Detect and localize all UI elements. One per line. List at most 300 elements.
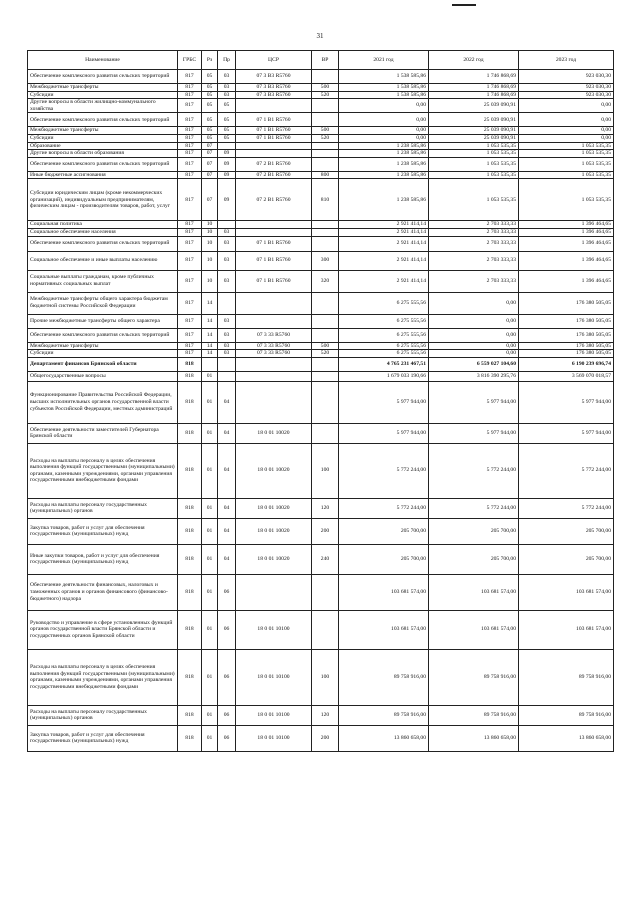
cell-2023: 176 380 505,05 — [519, 342, 614, 350]
table-row — [28, 84, 614, 92]
cell-pr — [218, 292, 236, 314]
cell-2021: 103 681 574,00 — [339, 574, 429, 610]
cell-2021: 205 700,00 — [339, 518, 429, 544]
cell-vr: 520 — [312, 350, 339, 358]
cell-2023: 1 053 535,35 — [519, 150, 614, 158]
cell-csr: 07 2 В1 R5760 — [236, 171, 312, 179]
cell-2021: 2 921 414,14 — [339, 251, 429, 270]
cell-2021: 6 275 555,56 — [339, 328, 429, 342]
cell-name: Департамент финансов Брянской области — [28, 357, 178, 371]
cell-vr: 200 — [312, 518, 339, 544]
cell-rz — [202, 357, 218, 371]
cell-2021: 1 238 585,86 — [339, 142, 429, 150]
cell-2021: 89 758 916,00 — [339, 705, 429, 725]
cell-2022: 0,00 — [429, 342, 519, 350]
cell-grbs: 817 — [178, 99, 202, 113]
cell-pr: 03 — [218, 328, 236, 342]
cell-name: Расходы на выплаты персоналу в целях обеспечения выполнения функций государственными (муниципальными) органами, казенными учреждениями, органами управления государственными внебюджетными фондами — [28, 649, 178, 705]
cell-2021: 13 860 658,00 — [339, 725, 429, 751]
cell-vr — [312, 70, 339, 84]
cell-2023: 176 380 505,05 — [519, 292, 614, 314]
header-2021: 2021 год — [339, 51, 429, 70]
cell-name: Расходы на выплаты персоналу государственных (муниципальных) органов — [28, 705, 178, 725]
cell-grbs: 817 — [178, 142, 202, 150]
cell-grbs: 817 — [178, 270, 202, 292]
cell-csr — [236, 228, 312, 236]
cell-2023: 923 030,30 — [519, 70, 614, 84]
table-row — [28, 725, 614, 751]
cell-csr — [236, 150, 312, 158]
cell-name: Субсидии юридическим лицам (кроме некоммерческих организаций), индивидуальным предпринимателям, физическим лицам - производителям товаров, работ, услуг — [28, 179, 178, 221]
cell-pr: 06 — [218, 649, 236, 705]
table-row — [28, 342, 614, 350]
cell-vr — [312, 228, 339, 236]
cell-rz: 07 — [202, 179, 218, 221]
cell-2023: 89 758 916,00 — [519, 649, 614, 705]
cell-csr: 18 0 01 10020 — [236, 498, 312, 518]
cell-2022: 1 053 535,35 — [429, 142, 519, 150]
table-row — [28, 498, 614, 518]
header-rz: Рз — [202, 51, 218, 70]
cell-2021: 0,00 — [339, 134, 429, 142]
cell-name: Социальная политика — [28, 221, 178, 229]
cell-name: Обеспечение комплексного развития сельских территорий — [28, 113, 178, 127]
cell-2021: 103 681 574,00 — [339, 610, 429, 649]
cell-csr: 18 0 01 10020 — [236, 544, 312, 574]
cell-name: Расходы на выплаты персоналу в целях обеспечения выполнения функций государственными (муниципальными) органами, казенными учреждениями, органами управления государственными внебюджетными фондами — [28, 443, 178, 498]
cell-2023: 205 700,00 — [519, 544, 614, 574]
cell-csr — [236, 142, 312, 150]
cell-name: Субсидии — [28, 91, 178, 99]
cell-2021: 1 238 585,86 — [339, 150, 429, 158]
table-row — [28, 251, 614, 270]
cell-pr: 04 — [218, 498, 236, 518]
cell-pr: 03 — [218, 251, 236, 270]
cell-2023: 176 380 505,05 — [519, 328, 614, 342]
table-row — [28, 350, 614, 358]
table-row — [28, 314, 614, 328]
cell-grbs: 817 — [178, 314, 202, 328]
cell-vr — [312, 142, 339, 150]
table-body — [28, 70, 614, 752]
cell-pr: 09 — [218, 157, 236, 171]
cell-2022: 5 977 944,00 — [429, 423, 519, 443]
cell-pr — [218, 371, 236, 381]
cell-2021: 205 700,00 — [339, 544, 429, 574]
cell-2022: 5 772 244,00 — [429, 498, 519, 518]
table-row — [28, 371, 614, 381]
cell-name: Социальные выплаты гражданам, кроме публичных нормативных социальных выплат — [28, 270, 178, 292]
cell-2023: 176 380 505,05 — [519, 314, 614, 328]
cell-2021: 1 538 585,86 — [339, 84, 429, 92]
cell-2023: 5 772 244,00 — [519, 443, 614, 498]
cell-2023: 1 396 464,65 — [519, 251, 614, 270]
cell-name: Прочие межбюджетные трансферты общего характера — [28, 314, 178, 328]
cell-rz: 10 — [202, 236, 218, 251]
cell-rz: 05 — [202, 113, 218, 127]
cell-2023: 103 681 574,00 — [519, 574, 614, 610]
cell-2022: 25 039 090,91 — [429, 99, 519, 113]
cell-2022: 5 977 944,00 — [429, 381, 519, 423]
cell-2023: 1 396 464,65 — [519, 236, 614, 251]
cell-grbs: 817 — [178, 221, 202, 229]
cell-2022: 2 703 333,33 — [429, 228, 519, 236]
cell-2021: 6 275 555,56 — [339, 342, 429, 350]
cell-2023: 6 190 239 696,74 — [519, 357, 614, 371]
table-row — [28, 91, 614, 99]
cell-2022: 25 039 090,91 — [429, 134, 519, 142]
cell-2022: 205 700,00 — [429, 518, 519, 544]
table-row — [28, 113, 614, 127]
cell-rz: 10 — [202, 270, 218, 292]
cell-2022: 25 039 090,91 — [429, 127, 519, 135]
cell-rz: 05 — [202, 70, 218, 84]
cell-vr: 500 — [312, 342, 339, 350]
cell-grbs: 817 — [178, 251, 202, 270]
table-row — [28, 134, 614, 142]
cell-vr — [312, 157, 339, 171]
cell-2022: 2 703 333,33 — [429, 221, 519, 229]
table-row — [28, 142, 614, 150]
table-row — [28, 328, 614, 342]
table-row — [28, 70, 614, 84]
cell-rz: 01 — [202, 610, 218, 649]
cell-name: Обеспечение комплексного развития сельских территорий — [28, 236, 178, 251]
cell-2021: 5 977 944,00 — [339, 423, 429, 443]
cell-2023: 923 030,30 — [519, 91, 614, 99]
cell-csr — [236, 314, 312, 328]
cell-rz: 10 — [202, 251, 218, 270]
cell-grbs: 818 — [178, 423, 202, 443]
cell-2021: 2 921 414,14 — [339, 270, 429, 292]
cell-grbs: 818 — [178, 649, 202, 705]
cell-2021: 2 921 414,14 — [339, 221, 429, 229]
cell-csr: 18 0 01 10020 — [236, 443, 312, 498]
table-row — [28, 292, 614, 314]
table-row — [28, 381, 614, 423]
cell-csr: 07 1 В1 R5760 — [236, 134, 312, 142]
cell-2022: 1 053 535,35 — [429, 150, 519, 158]
cell-2023: 1 396 464,65 — [519, 221, 614, 229]
cell-csr: 18 0 01 10020 — [236, 423, 312, 443]
cell-2022: 1 746 868,69 — [429, 84, 519, 92]
cell-2021: 2 921 414,14 — [339, 228, 429, 236]
cell-2021: 1 538 585,86 — [339, 70, 429, 84]
cell-name: Иные бюджетные ассигнования — [28, 171, 178, 179]
cell-2022: 103 681 574,00 — [429, 574, 519, 610]
cell-2022: 1 746 868,69 — [429, 70, 519, 84]
cell-2022: 0,00 — [429, 328, 519, 342]
top-edge-mark — [452, 4, 476, 6]
cell-2023: 103 681 574,00 — [519, 610, 614, 649]
cell-pr: 03 — [218, 342, 236, 350]
header-2022: 2022 год — [429, 51, 519, 70]
cell-name: Субсидии — [28, 350, 178, 358]
cell-name: Межбюджетные трансферты — [28, 342, 178, 350]
cell-2023: 205 700,00 — [519, 518, 614, 544]
cell-grbs: 817 — [178, 157, 202, 171]
cell-vr: 800 — [312, 171, 339, 179]
cell-rz: 07 — [202, 157, 218, 171]
cell-pr: 03 — [218, 228, 236, 236]
table-row — [28, 171, 614, 179]
cell-csr: 07 3 33 R5760 — [236, 350, 312, 358]
cell-name: Обеспечение комплексного развития сельских территорий — [28, 157, 178, 171]
cell-pr: 06 — [218, 610, 236, 649]
cell-2022: 2 703 333,33 — [429, 251, 519, 270]
cell-rz: 14 — [202, 342, 218, 350]
cell-2023: 1 053 535,35 — [519, 179, 614, 221]
cell-2021: 1 238 585,86 — [339, 179, 429, 221]
cell-vr — [312, 574, 339, 610]
table-row — [28, 157, 614, 171]
cell-name: Социальное обеспечение населения — [28, 228, 178, 236]
cell-csr: 07 1 В1 R5760 — [236, 127, 312, 135]
cell-vr: 810 — [312, 179, 339, 221]
cell-csr: 18 0 01 10100 — [236, 725, 312, 751]
table-row — [28, 649, 614, 705]
cell-csr: 07 1 В1 R5760 — [236, 251, 312, 270]
cell-vr: 520 — [312, 134, 339, 142]
cell-rz: 07 — [202, 150, 218, 158]
cell-rz: 01 — [202, 544, 218, 574]
cell-2021: 1 238 585,86 — [339, 171, 429, 179]
table-row — [28, 574, 614, 610]
cell-rz: 01 — [202, 705, 218, 725]
cell-vr: 120 — [312, 498, 339, 518]
cell-csr: 07 3 33 R5760 — [236, 342, 312, 350]
cell-2021: 5 772 244,00 — [339, 498, 429, 518]
cell-name: Обеспечение деятельности заместителей Губернатора Брянской области — [28, 423, 178, 443]
cell-grbs: 817 — [178, 84, 202, 92]
cell-name: Субсидии — [28, 134, 178, 142]
cell-grbs: 817 — [178, 236, 202, 251]
cell-pr — [218, 142, 236, 150]
cell-2022: 3 816 390 295,76 — [429, 371, 519, 381]
cell-pr: 05 — [218, 99, 236, 113]
cell-2022: 6 559 027 104,60 — [429, 357, 519, 371]
cell-2023: 1 053 535,35 — [519, 142, 614, 150]
table-row — [28, 518, 614, 544]
cell-2023: 5 772 244,00 — [519, 498, 614, 518]
cell-csr: 07 3 В3 R5760 — [236, 91, 312, 99]
table-row — [28, 544, 614, 574]
cell-2022: 13 860 658,00 — [429, 725, 519, 751]
cell-2021: 0,00 — [339, 127, 429, 135]
table-row — [28, 221, 614, 229]
cell-pr: 05 — [218, 134, 236, 142]
cell-rz: 10 — [202, 221, 218, 229]
cell-csr — [236, 574, 312, 610]
cell-2021: 5 977 944,00 — [339, 381, 429, 423]
cell-csr: 07 3 33 R5760 — [236, 328, 312, 342]
cell-vr — [312, 292, 339, 314]
cell-2022: 103 681 574,00 — [429, 610, 519, 649]
cell-name: Обеспечение деятельности финансовых, налоговых и таможенных органов и органов финансового (финансово-бюджетного) надзора — [28, 574, 178, 610]
cell-2023: 5 977 944,00 — [519, 423, 614, 443]
cell-grbs: 818 — [178, 381, 202, 423]
cell-grbs: 817 — [178, 150, 202, 158]
cell-vr: 240 — [312, 544, 339, 574]
cell-2023: 89 758 916,00 — [519, 705, 614, 725]
cell-grbs: 818 — [178, 705, 202, 725]
cell-2021: 1 538 585,86 — [339, 91, 429, 99]
cell-vr: 120 — [312, 705, 339, 725]
cell-grbs: 817 — [178, 328, 202, 342]
cell-grbs: 817 — [178, 350, 202, 358]
cell-2022: 0,00 — [429, 292, 519, 314]
cell-rz: 01 — [202, 574, 218, 610]
cell-name: Расходы на выплаты персоналу государственных (муниципальных) органов — [28, 498, 178, 518]
table-row — [28, 150, 614, 158]
cell-name: Социальное обеспечение и иные выплаты населению — [28, 251, 178, 270]
cell-name: Функционирование Правительства Российской Федерации, высших исполнительных органов государственной власти субъектов Российской Федерации, местных администраций — [28, 381, 178, 423]
cell-2022: 89 758 916,00 — [429, 705, 519, 725]
cell-vr — [312, 314, 339, 328]
cell-vr — [312, 221, 339, 229]
cell-pr: 09 — [218, 179, 236, 221]
cell-csr: 07 1 В1 R5760 — [236, 113, 312, 127]
page-number: 31 — [316, 32, 324, 40]
cell-rz: 05 — [202, 91, 218, 99]
cell-grbs: 818 — [178, 518, 202, 544]
cell-grbs: 817 — [178, 113, 202, 127]
cell-rz: 05 — [202, 84, 218, 92]
cell-pr: 06 — [218, 705, 236, 725]
cell-rz: 14 — [202, 314, 218, 328]
cell-2021: 1 679 033 190,66 — [339, 371, 429, 381]
cell-rz: 05 — [202, 134, 218, 142]
cell-rz: 14 — [202, 292, 218, 314]
cell-csr: 07 3 В3 R5760 — [236, 84, 312, 92]
cell-grbs: 818 — [178, 725, 202, 751]
cell-pr: 04 — [218, 518, 236, 544]
cell-2021: 1 238 585,86 — [339, 157, 429, 171]
cell-csr — [236, 292, 312, 314]
cell-rz: 01 — [202, 371, 218, 381]
cell-grbs: 818 — [178, 610, 202, 649]
cell-pr: 03 — [218, 314, 236, 328]
cell-pr: 09 — [218, 150, 236, 158]
cell-pr — [218, 221, 236, 229]
cell-rz: 05 — [202, 99, 218, 113]
cell-csr — [236, 381, 312, 423]
cell-pr: 03 — [218, 84, 236, 92]
cell-2021: 0,00 — [339, 113, 429, 127]
cell-pr: 05 — [218, 113, 236, 127]
cell-rz: 01 — [202, 518, 218, 544]
table-row — [28, 443, 614, 498]
cell-2023: 0,00 — [519, 99, 614, 113]
cell-csr: 07 2 В1 R5760 — [236, 179, 312, 221]
cell-rz: 07 — [202, 171, 218, 179]
cell-vr — [312, 150, 339, 158]
table-row — [28, 228, 614, 236]
budget-table — [27, 50, 614, 752]
cell-name: Межбюджетные трансферты — [28, 84, 178, 92]
cell-csr: 07 1 В1 R5760 — [236, 236, 312, 251]
cell-2022: 2 703 333,33 — [429, 270, 519, 292]
header-pr: Пр — [218, 51, 236, 70]
cell-grbs: 817 — [178, 171, 202, 179]
cell-csr: 18 0 01 10100 — [236, 610, 312, 649]
cell-pr: 04 — [218, 423, 236, 443]
cell-rz: 10 — [202, 228, 218, 236]
cell-2023: 13 860 658,00 — [519, 725, 614, 751]
table-row — [28, 270, 614, 292]
cell-grbs: 817 — [178, 91, 202, 99]
header-grbs: ГРБС — [178, 51, 202, 70]
cell-grbs: 817 — [178, 228, 202, 236]
cell-2021: 0,00 — [339, 99, 429, 113]
table-row — [28, 423, 614, 443]
cell-vr: 520 — [312, 91, 339, 99]
cell-vr: 500 — [312, 84, 339, 92]
cell-rz: 01 — [202, 443, 218, 498]
header-2023: 2023 год — [519, 51, 614, 70]
cell-rz: 05 — [202, 127, 218, 135]
cell-2021: 2 921 414,14 — [339, 236, 429, 251]
cell-name: Межбюджетные трансферты общего характера бюджетам бюджетной системы Российской Федерации — [28, 292, 178, 314]
cell-vr — [312, 423, 339, 443]
cell-2023: 0,00 — [519, 127, 614, 135]
cell-2023: 1 053 535,35 — [519, 157, 614, 171]
cell-2022: 5 772 244,00 — [429, 443, 519, 498]
cell-2022: 1 053 535,35 — [429, 179, 519, 221]
cell-2021: 6 275 555,56 — [339, 292, 429, 314]
cell-grbs: 818 — [178, 498, 202, 518]
cell-vr — [312, 99, 339, 113]
table-row — [28, 127, 614, 135]
cell-vr — [312, 381, 339, 423]
cell-name: Межбюджетные трансферты — [28, 127, 178, 135]
cell-2021: 5 772 244,00 — [339, 443, 429, 498]
cell-grbs: 817 — [178, 70, 202, 84]
cell-2023: 3 569 070 018,57 — [519, 371, 614, 381]
cell-csr: 18 0 01 10100 — [236, 705, 312, 725]
cell-2022: 205 700,00 — [429, 544, 519, 574]
cell-2022: 0,00 — [429, 350, 519, 358]
cell-pr: 09 — [218, 171, 236, 179]
table-header-row — [28, 51, 614, 70]
table-row — [28, 99, 614, 113]
cell-vr: 320 — [312, 270, 339, 292]
cell-grbs: 817 — [178, 127, 202, 135]
cell-2022: 89 758 916,00 — [429, 649, 519, 705]
cell-2022: 2 703 333,33 — [429, 236, 519, 251]
cell-2022: 1 053 535,35 — [429, 157, 519, 171]
cell-grbs: 818 — [178, 443, 202, 498]
cell-2023: 176 380 505,05 — [519, 350, 614, 358]
cell-pr: 04 — [218, 544, 236, 574]
cell-csr — [236, 371, 312, 381]
cell-grbs: 818 — [178, 357, 202, 371]
cell-vr — [312, 357, 339, 371]
cell-name: Закупка товаров, работ и услуг для обеспечения государственных (муниципальных) нужд — [28, 725, 178, 751]
cell-name: Иные закупки товаров, работ и услуг для обеспечения государственных (муниципальных) нужд — [28, 544, 178, 574]
cell-2022: 1 746 868,69 — [429, 91, 519, 99]
cell-csr: 18 0 01 10020 — [236, 518, 312, 544]
cell-name: Образование — [28, 142, 178, 150]
cell-pr: 03 — [218, 70, 236, 84]
cell-grbs: 818 — [178, 544, 202, 574]
cell-name: Другие вопросы в области образования — [28, 150, 178, 158]
cell-vr: 200 — [312, 725, 339, 751]
cell-rz: 07 — [202, 142, 218, 150]
cell-vr — [312, 328, 339, 342]
cell-csr — [236, 99, 312, 113]
cell-pr — [218, 357, 236, 371]
